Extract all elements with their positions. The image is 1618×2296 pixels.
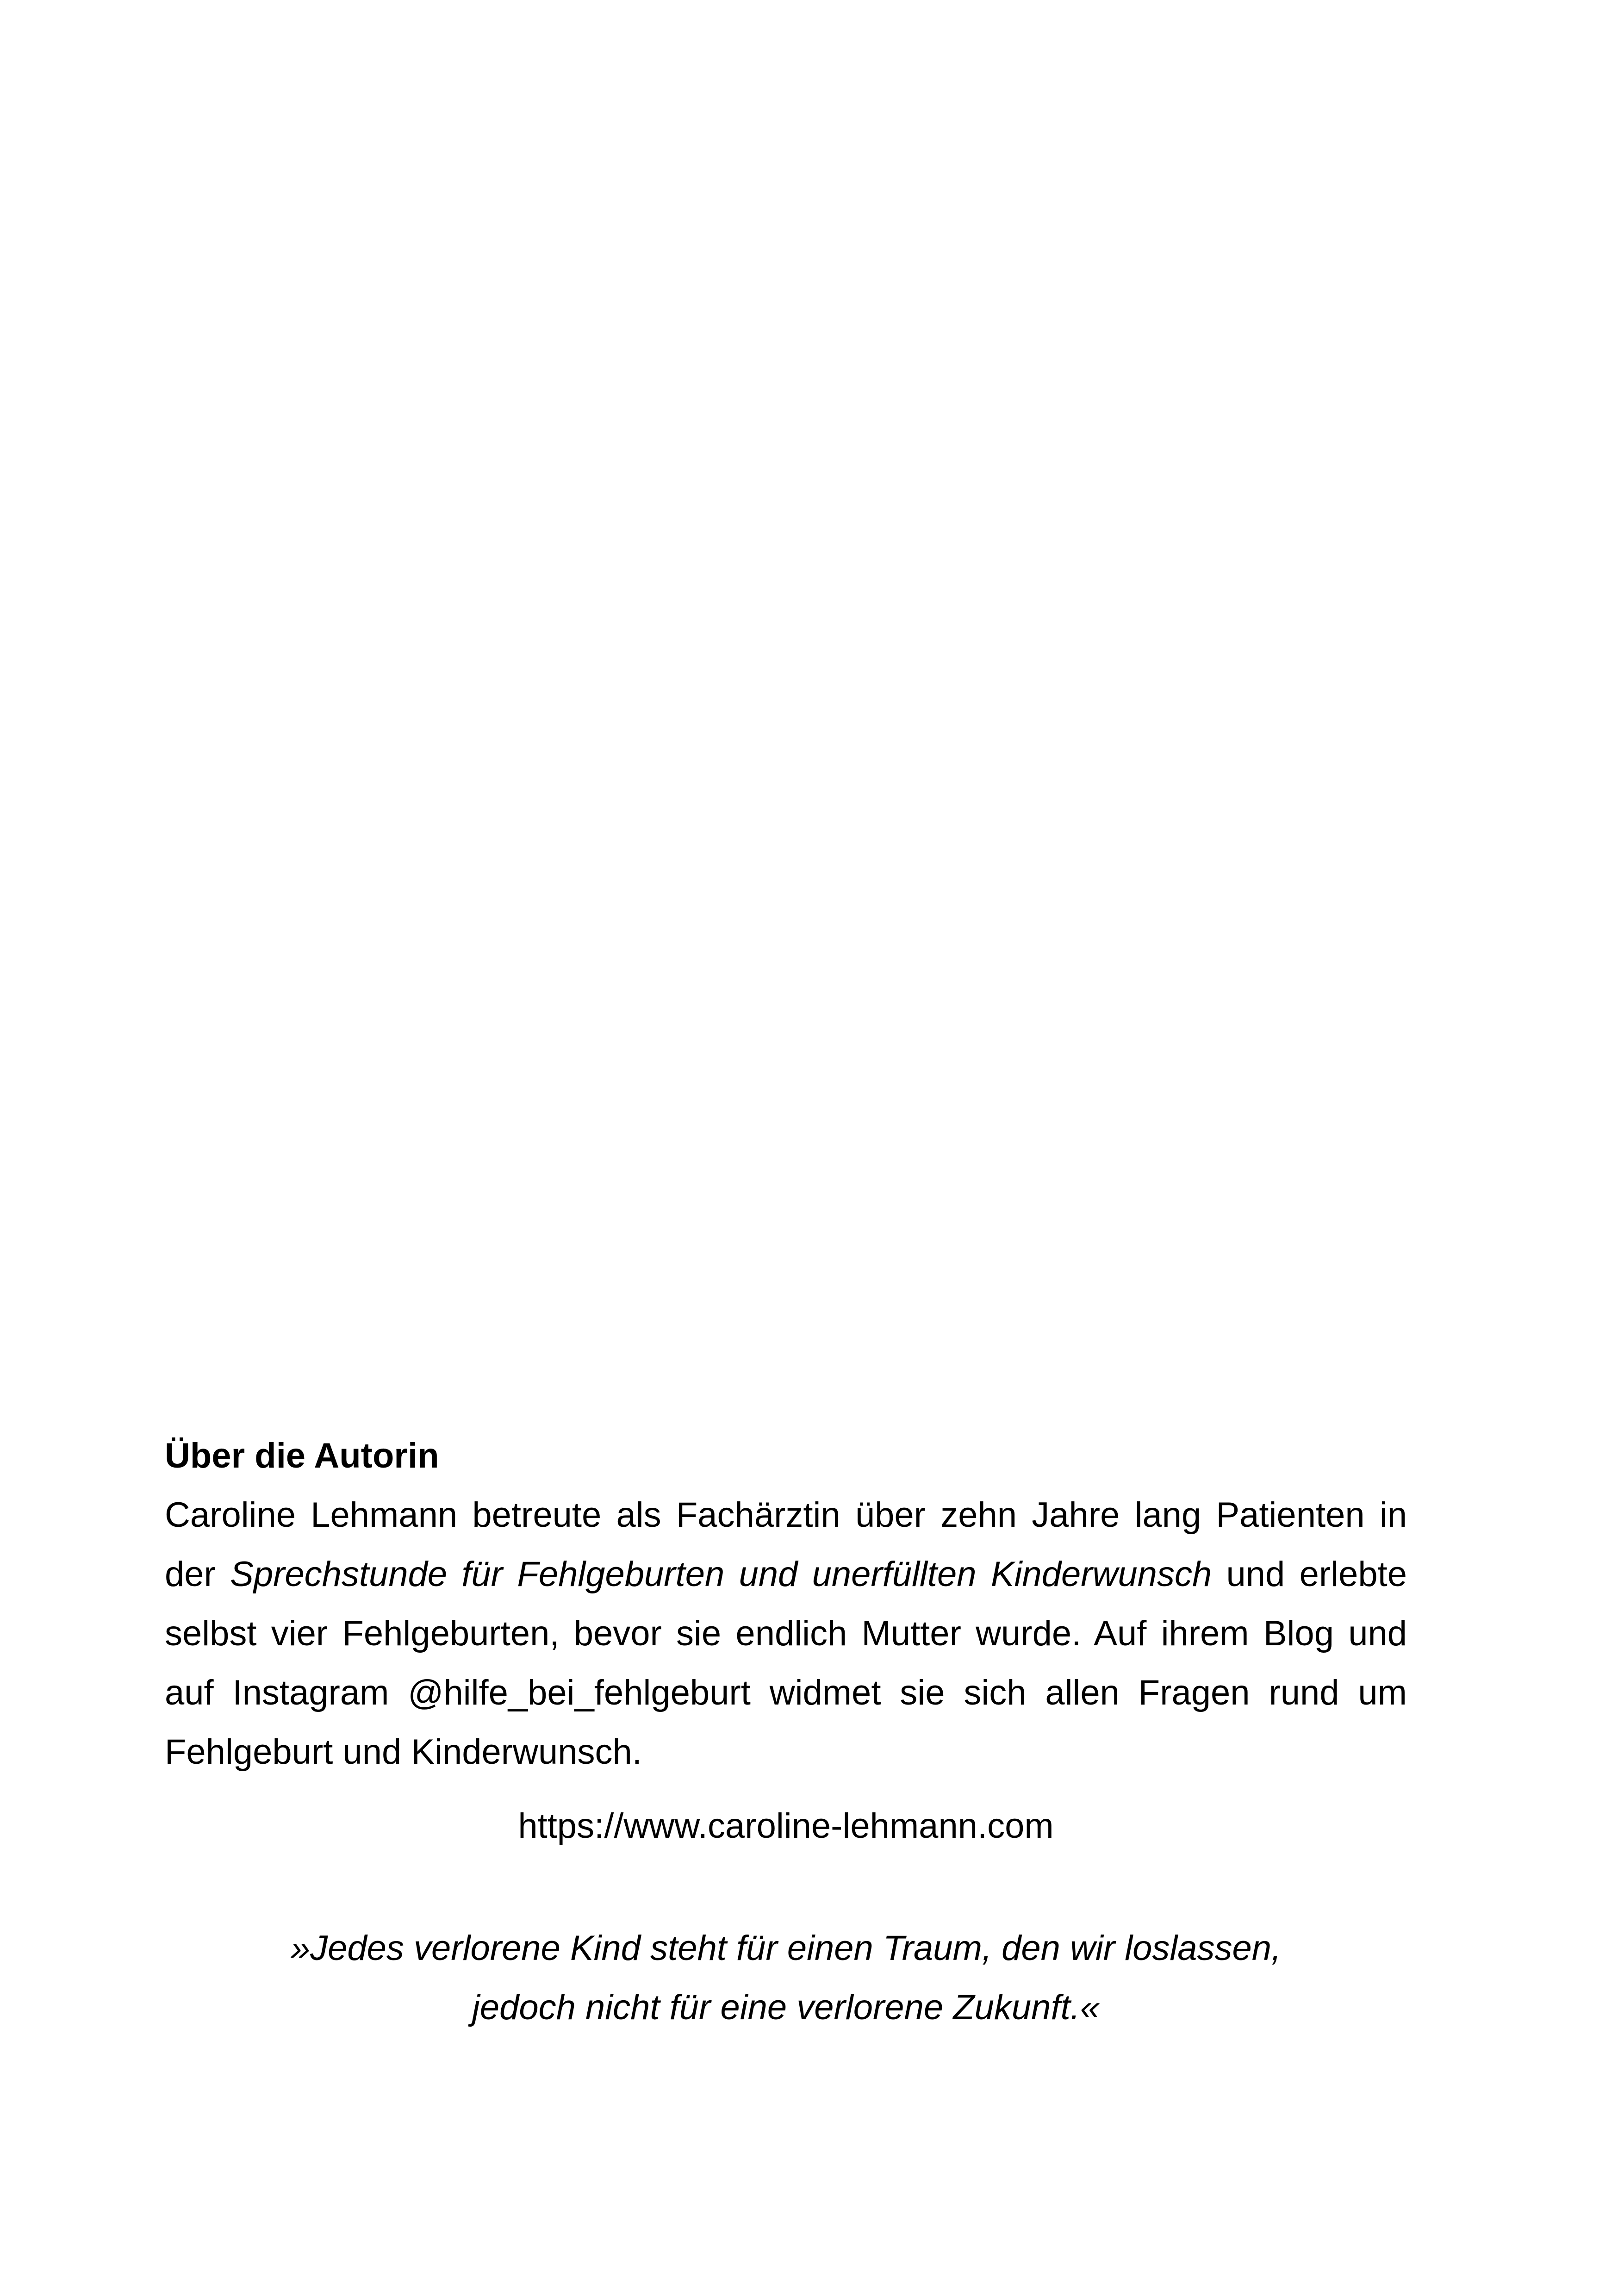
closing-quote <box>0 1919 1572 2037</box>
author-website-link[interactable]: https://www.caroline-lehmann.com <box>518 1806 1054 1846</box>
author-bio-text <box>165 1486 1407 1782</box>
author-bio-text-part2: und erlebte selbst vier Fehlgeburten, bevor sie endlich Mutter wurde. Auf ihrem Blog und auf Instagram @hilfe_bei_fehlgeburt widmet sie sich allen Fragen rund um Fehlgeburt und Kinderwunsch. <box>165 1555 1407 1772</box>
author-bio-text-part1: Caroline Lehmann betreute als Fachärztin über zehn Jahre lang Patienten in der <box>165 1495 1407 1594</box>
quote-line-2: jedoch nicht für eine verlorene Zukunft.« <box>472 1988 1100 2027</box>
author-bio-text-italic: Sprechstunde für Fehlgeburten und unerfüllten Kinderwunsch <box>230 1555 1212 1594</box>
author-bio-heading: Über die Autorin <box>165 1436 439 1475</box>
author-bio-section <box>165 1426 1407 1782</box>
quote-line-1: »Jedes verlorene Kind steht für einen Traum, den wir loslassen, <box>290 1929 1282 1968</box>
